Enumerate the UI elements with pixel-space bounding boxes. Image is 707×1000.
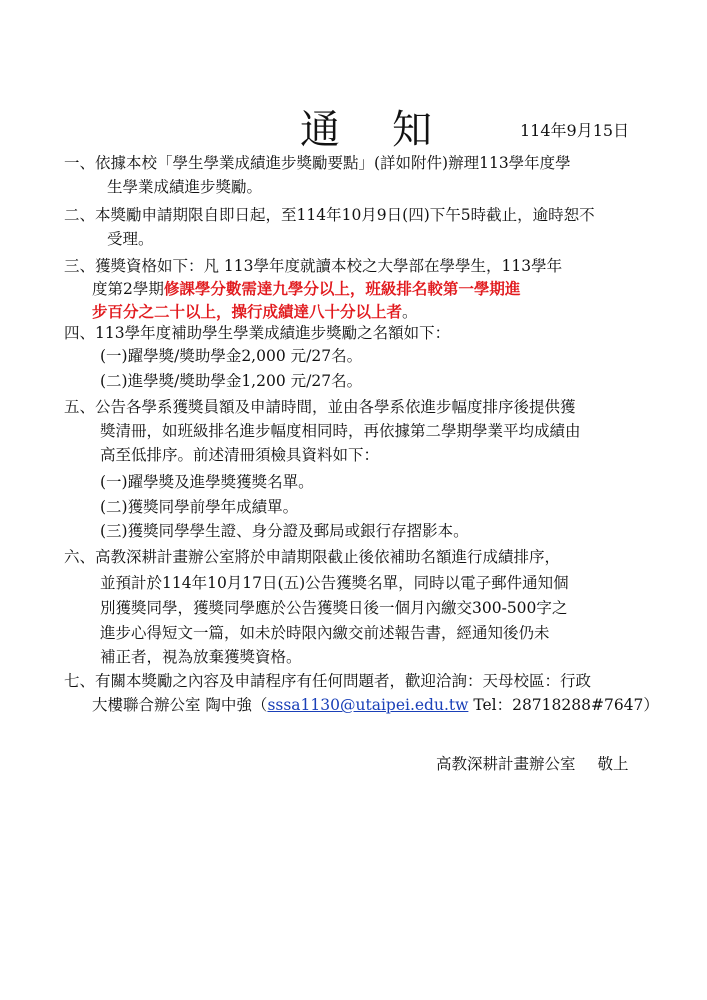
- item-3-line-1: 三、獲獎資格如下：凡 113學年度就讀本校之大學部在學學生，113學年: [64, 257, 563, 275]
- item-5-line-1: 五、公告各學系獲獎員額及申請時間，並由各學系依進步幅度排序後提供獲: [64, 398, 576, 416]
- item-6-line-4: 進步心得短文一篇，如未於時限內繳交前述報告書，經通知後仍未: [100, 624, 550, 642]
- eligibility-emphasis-cont: 步百分之二十以上，操行成績達八十分以上者: [92, 302, 403, 321]
- award-1-quota: (一)躍學獎/獎助學金2,000 元/27名。: [100, 347, 363, 365]
- award-2-quota: (二)進學獎/獎助學金1,200 元/27名。: [100, 372, 363, 390]
- signature: [436, 752, 629, 774]
- item-6-line-1: 六、高教深耕計畫辦公室將於申請期限截止後依補助名額進行成績排序，: [64, 548, 561, 566]
- eligibility-emphasis: 修課學分數需達九學分以上，班級排名較第一學期進: [163, 279, 521, 298]
- item-3-line-2: [92, 277, 520, 301]
- signature-office: 高教深耕計畫辦公室: [436, 755, 576, 773]
- item-5-line-3: 高至低排序。前述清冊須檢具資料如下：: [100, 446, 380, 464]
- signature-closing: 敬上: [597, 755, 629, 773]
- item-3-line-3: [92, 300, 418, 324]
- document-list-2: (二)獲獎同學前學年成績單。: [100, 498, 299, 516]
- item-3-text: 度第2學期: [92, 280, 164, 298]
- item-2-line-2: 受理。: [107, 230, 154, 248]
- item-1-line-1: 一、依據本校「學生學業成績進步獎勵要點」(詳如附件)辦理113學年度學: [64, 154, 571, 172]
- contact-email-link[interactable]: sssa1130@utaipei.edu.tw: [267, 696, 469, 714]
- item-6-line-2: 並預計於114年10月17日(五)公告獲獎名單，同時以電子郵件通知個: [100, 574, 569, 592]
- item-1-line-2: 生學業成績進步獎勵。: [107, 178, 263, 196]
- contact-phone: Tel：28718288#7647）: [468, 696, 659, 714]
- item-6-line-3: 別獲獎同學，獲獎同學應於公告獲獎日後一個月內繳交300-500字之: [100, 599, 568, 617]
- item-6-line-5: 補正者，視為放棄獲獎資格。: [100, 648, 302, 666]
- notice-date: 114年9月15日: [520, 121, 630, 140]
- item-7-line-2: [92, 694, 659, 717]
- item-3-end: 。: [402, 303, 418, 321]
- title-char-1: 通: [300, 107, 342, 153]
- notice-title: [300, 98, 434, 155]
- item-2-line-1: 二、本獎勵申請期限自即日起，至114年10月9日(四)下午5時截止，逾時恕不: [64, 206, 595, 224]
- item-5-line-2: 獎清冊，如班級排名進步幅度相同時，再依據第二學期學業平均成績由: [100, 422, 581, 440]
- document-list-1: (一)躍學獎及進學獎獲獎名單。: [100, 473, 314, 491]
- title-char-2: 知: [392, 107, 434, 153]
- item-4-line-1: 四、113學年度補助學生學業成績進步獎勵之名額如下：: [64, 324, 451, 342]
- document-list-3: (三)獲獎同學學生證、身分證及郵局或銀行存摺影本。: [100, 522, 469, 540]
- contact-person: 大樓聯合辦公室 陶中強（: [92, 696, 268, 714]
- item-7-line-1: 七、有關本獎勵之內容及申請程序有任何問題者，歡迎洽詢：天母校區：行政: [64, 672, 592, 690]
